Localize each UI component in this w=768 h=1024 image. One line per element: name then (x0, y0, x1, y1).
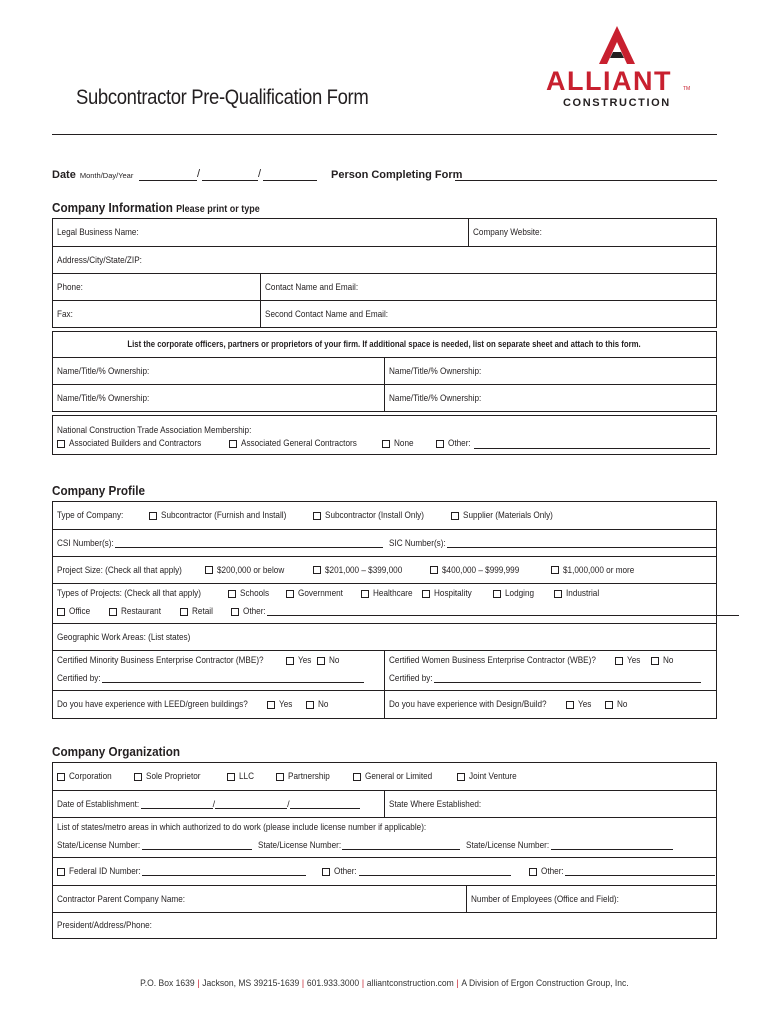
option-label: Other: (448, 438, 471, 449)
entity-option[interactable] (457, 771, 524, 782)
checkbox[interactable] (267, 701, 275, 709)
checkbox[interactable] (651, 657, 659, 665)
option-label: Government (298, 588, 343, 599)
field-label: Fax: (57, 308, 73, 320)
checkbox[interactable] (436, 440, 444, 448)
option-label: Other: (243, 606, 266, 617)
wbe-certified-by-field[interactable] (434, 674, 701, 683)
csi-field[interactable] (115, 539, 383, 548)
checkbox[interactable] (615, 657, 623, 665)
table-row (53, 529, 716, 556)
footer-po-box: P.O. Box 1639 (139, 978, 195, 989)
association-option[interactable] (382, 438, 417, 451)
size-option[interactable] (313, 565, 430, 576)
ids-row (53, 858, 716, 885)
checkbox[interactable] (286, 657, 294, 665)
option-label: $200,000 or below (217, 564, 285, 576)
officers-note: List the corporate officers, partners or proprietors of your firm. If additional space is needed, list on separate sheet and attach to this form. (127, 339, 642, 350)
company-info-heading (52, 200, 260, 215)
table-row (53, 300, 716, 327)
option-label: Corporation (69, 771, 112, 782)
option-label: Office (69, 606, 91, 617)
date-slash-2: / (258, 168, 262, 180)
table-row (53, 790, 716, 817)
csi-label: CSI Number(s): (57, 537, 114, 549)
association-label: National Construction Trade Association Membership: (57, 425, 252, 436)
checkbox[interactable] (313, 512, 321, 520)
option-label: Schools (240, 588, 270, 599)
state-license-field[interactable] (551, 841, 673, 850)
table-row (53, 690, 716, 718)
field-label: Legal Business Name: (57, 227, 139, 238)
ownership-field[interactable] (53, 385, 384, 411)
company-profile-heading: Company Profile (52, 483, 145, 498)
table-row (53, 817, 716, 857)
project-type-option[interactable] (286, 588, 361, 599)
option-label: Retail (192, 606, 213, 617)
checkbox[interactable] (229, 440, 237, 448)
checkbox[interactable] (228, 590, 236, 598)
option-label: Supplier (Materials Only) (463, 510, 553, 521)
project-type-option[interactable] (493, 588, 554, 599)
states-licenses-cell (53, 818, 716, 857)
ownership-field[interactable] (53, 358, 384, 384)
footer-separator: | (456, 978, 459, 989)
mbe-cell (53, 651, 384, 690)
date-slash: / (212, 799, 216, 809)
size-option[interactable] (551, 565, 646, 576)
checkbox[interactable] (382, 440, 390, 448)
option-label: Sole Proprietor (146, 771, 201, 782)
option-label: Industrial (566, 588, 600, 599)
table-row (53, 246, 716, 273)
checkbox[interactable] (57, 868, 65, 876)
certified-by-label: Certified by: (389, 673, 433, 684)
option-label: $201,000 – $399,000 (325, 564, 403, 576)
establishment-day-field[interactable] (212, 799, 287, 809)
option-label: Other: (540, 866, 564, 877)
option-label: Hospitality (434, 588, 472, 599)
checkbox[interactable] (457, 773, 465, 781)
option-label: Restaurant (121, 606, 161, 617)
type-option[interactable] (149, 510, 313, 521)
state-license-label: State/License Number: (257, 840, 341, 851)
option-label: None (394, 438, 414, 449)
checkbox[interactable] (231, 608, 239, 616)
company-info-note: Please print or type (176, 204, 260, 215)
address-field[interactable] (53, 247, 716, 273)
table-row (53, 384, 716, 411)
checkbox[interactable] (149, 512, 157, 520)
entity-option[interactable] (276, 771, 353, 782)
checkbox[interactable] (554, 590, 562, 598)
checkbox[interactable] (57, 440, 65, 448)
contact-field[interactable] (260, 274, 716, 300)
federal-id-option[interactable] (57, 866, 152, 877)
footer-separator: | (361, 978, 364, 989)
logo-subtitle: CONSTRUCTION (563, 97, 671, 109)
option-label: Subcontractor (Furnish and Install) (161, 510, 287, 521)
checkbox[interactable] (451, 512, 459, 520)
project-type-option[interactable] (57, 606, 109, 617)
alliant-a-icon (599, 26, 635, 64)
option-label: $1,000,000 or more (563, 564, 635, 576)
mbe-yes[interactable] (286, 655, 317, 666)
table-row (53, 885, 716, 912)
sic-label: SIC Number(s): (388, 537, 446, 549)
option-label: No (663, 655, 674, 666)
footer-website-link[interactable]: alliantconstruction.com (366, 978, 454, 989)
option-label: Associated Builders and Contractors (69, 438, 202, 449)
employees-field[interactable] (466, 886, 716, 912)
logo-trademark: TM (683, 86, 691, 92)
date-row (52, 169, 133, 181)
table-row (53, 650, 716, 690)
checkbox[interactable] (180, 608, 188, 616)
date-slash-1: / (197, 168, 201, 180)
person-completing-field[interactable] (455, 171, 717, 181)
option-label: LLC (239, 771, 254, 782)
checkbox[interactable] (353, 773, 361, 781)
date-year-field[interactable] (263, 171, 317, 181)
option-label: Joint Venture (469, 771, 517, 782)
date-day-field[interactable] (202, 171, 258, 181)
checkbox[interactable] (205, 566, 213, 574)
option-label: Yes (298, 655, 312, 666)
table-row (53, 583, 716, 623)
field-label: Name/Title/% Ownership: (57, 365, 150, 377)
option-label: General or Limited (365, 771, 433, 782)
date-format-hint: Month/Day/Year (79, 171, 134, 180)
option-label: Yes (578, 699, 592, 710)
checkbox[interactable] (286, 590, 294, 598)
field-label: State Where Established: (389, 798, 482, 810)
checkbox[interactable] (227, 773, 235, 781)
wbe-yes[interactable] (615, 655, 651, 666)
table-row (53, 357, 716, 384)
establishment-month-field[interactable] (141, 800, 213, 809)
logo-wordmark: ALLIANT (546, 66, 672, 96)
option-label: No (329, 655, 340, 666)
second-contact-field[interactable] (260, 301, 716, 327)
project-type-option[interactable] (228, 588, 286, 599)
company-org-heading: Company Organization (52, 744, 181, 759)
checkbox[interactable] (566, 701, 574, 709)
entity-type-row (53, 763, 716, 790)
design-build-label: Do you have experience with Design/Build? (389, 699, 547, 710)
parent-company-field[interactable] (53, 886, 466, 912)
fax-field[interactable] (53, 301, 260, 327)
wbe-cell (384, 651, 716, 690)
checkbox[interactable] (361, 590, 369, 598)
field-label: Types of Projects: (Check all that apply) (57, 588, 201, 599)
size-option[interactable] (205, 565, 313, 576)
association-option[interactable] (229, 438, 376, 451)
president-field[interactable] (53, 913, 716, 938)
other-id-field[interactable] (565, 867, 715, 876)
header-divider (52, 134, 717, 135)
field-label: Contractor Parent Company Name: (57, 893, 186, 905)
company-type-row (53, 502, 716, 529)
project-type-option[interactable] (361, 588, 422, 599)
mbe-label: Certified Minority Business Enterprise Contractor (MBE)? (57, 655, 264, 666)
checkbox[interactable] (109, 608, 117, 616)
state-license-label: State/License Number: (466, 840, 550, 851)
checkbox[interactable] (313, 566, 321, 574)
footer-separator: | (301, 978, 304, 989)
field-label: Name/Title/% Ownership: (389, 392, 482, 404)
table-row (53, 857, 716, 885)
table-row (53, 273, 716, 300)
ownership-field[interactable] (384, 358, 716, 384)
ownership-field[interactable] (384, 385, 716, 411)
checkbox[interactable] (422, 590, 430, 598)
project-type-option[interactable] (109, 606, 180, 617)
leed-yes[interactable] (267, 699, 306, 710)
checkbox[interactable] (493, 590, 501, 598)
footer-phone: 601.933.3000 (306, 978, 359, 989)
federal-id-field[interactable] (142, 867, 306, 876)
field-label: Name/Title/% Ownership: (389, 365, 482, 377)
state-license-label: State/License Number: (57, 840, 141, 851)
project-types-row (53, 584, 716, 623)
website-field[interactable] (468, 219, 716, 246)
table-row (53, 623, 716, 650)
project-type-option[interactable] (554, 588, 605, 599)
other-id-field[interactable] (359, 867, 511, 876)
mbe-no[interactable] (317, 655, 341, 666)
entity-option[interactable] (57, 771, 134, 782)
establishment-date-cell (53, 791, 384, 817)
field-label: President/Address/Phone: (57, 920, 152, 931)
officers-table (52, 331, 717, 412)
establishment-year-field[interactable] (290, 800, 360, 809)
state-established-field[interactable] (384, 791, 716, 817)
option-label: Yes (279, 699, 293, 710)
checkbox[interactable] (529, 868, 537, 876)
state-license-field[interactable] (342, 841, 460, 850)
checkbox[interactable] (317, 657, 325, 665)
footer-separator: | (196, 978, 200, 989)
leed-cell (53, 691, 384, 718)
option-label: Lodging (505, 588, 535, 599)
table-row (53, 763, 716, 790)
option-label: Partnership (288, 771, 330, 782)
page-title: Subcontractor Pre-Qualification Form (76, 86, 369, 109)
field-label: Company Website: (473, 227, 542, 238)
legal-name-field[interactable] (53, 219, 468, 246)
association-other-field[interactable] (474, 439, 710, 449)
checkbox[interactable] (605, 701, 613, 709)
checkbox[interactable] (276, 773, 284, 781)
option-label: Associated General Contractors (241, 438, 357, 449)
field-label: Address/City/State/ZIP: (57, 254, 142, 266)
checkbox[interactable] (322, 868, 330, 876)
field-label: Second Contact Name and Email: (265, 308, 389, 320)
field-label: Type of Company: (57, 510, 124, 521)
project-type-option[interactable] (231, 606, 269, 617)
date-month-field[interactable] (139, 171, 197, 181)
company-info-table (52, 218, 717, 328)
person-completing-label: Person Completing Form (331, 169, 463, 181)
option-label: Federal ID Number: (69, 866, 141, 877)
checkbox[interactable] (430, 566, 438, 574)
state-license-field[interactable] (142, 841, 252, 850)
field-label: Phone: (57, 281, 83, 293)
table-row (53, 912, 716, 938)
design-build-cell (384, 691, 716, 718)
association-option[interactable] (57, 438, 223, 451)
footer (0, 978, 768, 989)
company-org-table (52, 762, 717, 939)
type-option[interactable] (313, 510, 451, 521)
other-id-option[interactable] (529, 866, 567, 877)
company-profile-table (52, 501, 717, 719)
design-build-yes[interactable] (566, 699, 605, 710)
footer-city: Jackson, MS 39215-1639 (201, 978, 299, 989)
leed-no[interactable] (306, 699, 330, 710)
option-label: Subcontractor (Install Only) (325, 510, 424, 521)
field-label: Project Size: (Check all that apply) (57, 564, 182, 576)
wbe-label: Certified Women Business Enterprise Contractor (WBE)? (389, 655, 596, 666)
table-row (53, 502, 716, 529)
association-box (52, 415, 717, 455)
date-label: Date (52, 169, 76, 181)
option-label: $400,000 – $999,999 (442, 564, 520, 576)
mbe-certified-by-field[interactable] (102, 674, 364, 683)
field-label: Date of Establishment: (57, 798, 140, 810)
leed-label: Do you have experience with LEED/green buildings? (57, 699, 248, 710)
field-label: Number of Employees (Office and Field): (471, 893, 619, 905)
design-build-no[interactable] (605, 699, 629, 710)
option-label: Yes (627, 655, 641, 666)
option-label: No (318, 699, 329, 710)
size-option[interactable] (430, 565, 551, 576)
project-other-field[interactable] (267, 607, 739, 616)
field-label: Contact Name and Email: (265, 281, 359, 293)
other-id-option[interactable] (322, 866, 360, 877)
checkbox[interactable] (134, 773, 142, 781)
states-note: List of states/metro areas in which authorized to do work (please include license number if applicable): (57, 822, 427, 833)
entity-option[interactable] (353, 771, 457, 782)
table-row (53, 219, 716, 246)
checkbox[interactable] (551, 566, 559, 574)
wbe-no[interactable] (651, 655, 675, 666)
certified-by-label: Certified by: (57, 673, 101, 684)
sic-field[interactable] (447, 539, 717, 548)
project-type-option[interactable] (180, 606, 231, 617)
phone-field[interactable] (53, 274, 260, 300)
checkbox[interactable] (306, 701, 314, 709)
csi-sic-row (53, 530, 717, 556)
company-info-title: Company Information (52, 200, 173, 215)
project-type-option[interactable] (422, 588, 493, 599)
type-option[interactable] (451, 510, 568, 521)
project-size-row (53, 557, 716, 583)
table-row (53, 556, 716, 583)
field-label: Name/Title/% Ownership: (57, 392, 150, 404)
footer-division: A Division of Ergon Construction Group, Inc. (460, 978, 629, 989)
table-row (53, 332, 716, 357)
entity-option[interactable] (227, 771, 276, 782)
entity-option[interactable] (134, 771, 227, 782)
geo-field[interactable] (53, 624, 716, 650)
date-slash: / (287, 799, 290, 809)
field-label: Geographic Work Areas: (List states) (57, 631, 191, 643)
option-label: No (617, 699, 628, 710)
association-option[interactable] (436, 438, 474, 451)
checkbox[interactable] (57, 773, 65, 781)
option-label: Healthcare (373, 588, 413, 599)
checkbox[interactable] (57, 608, 65, 616)
option-label: Other: (334, 866, 358, 877)
